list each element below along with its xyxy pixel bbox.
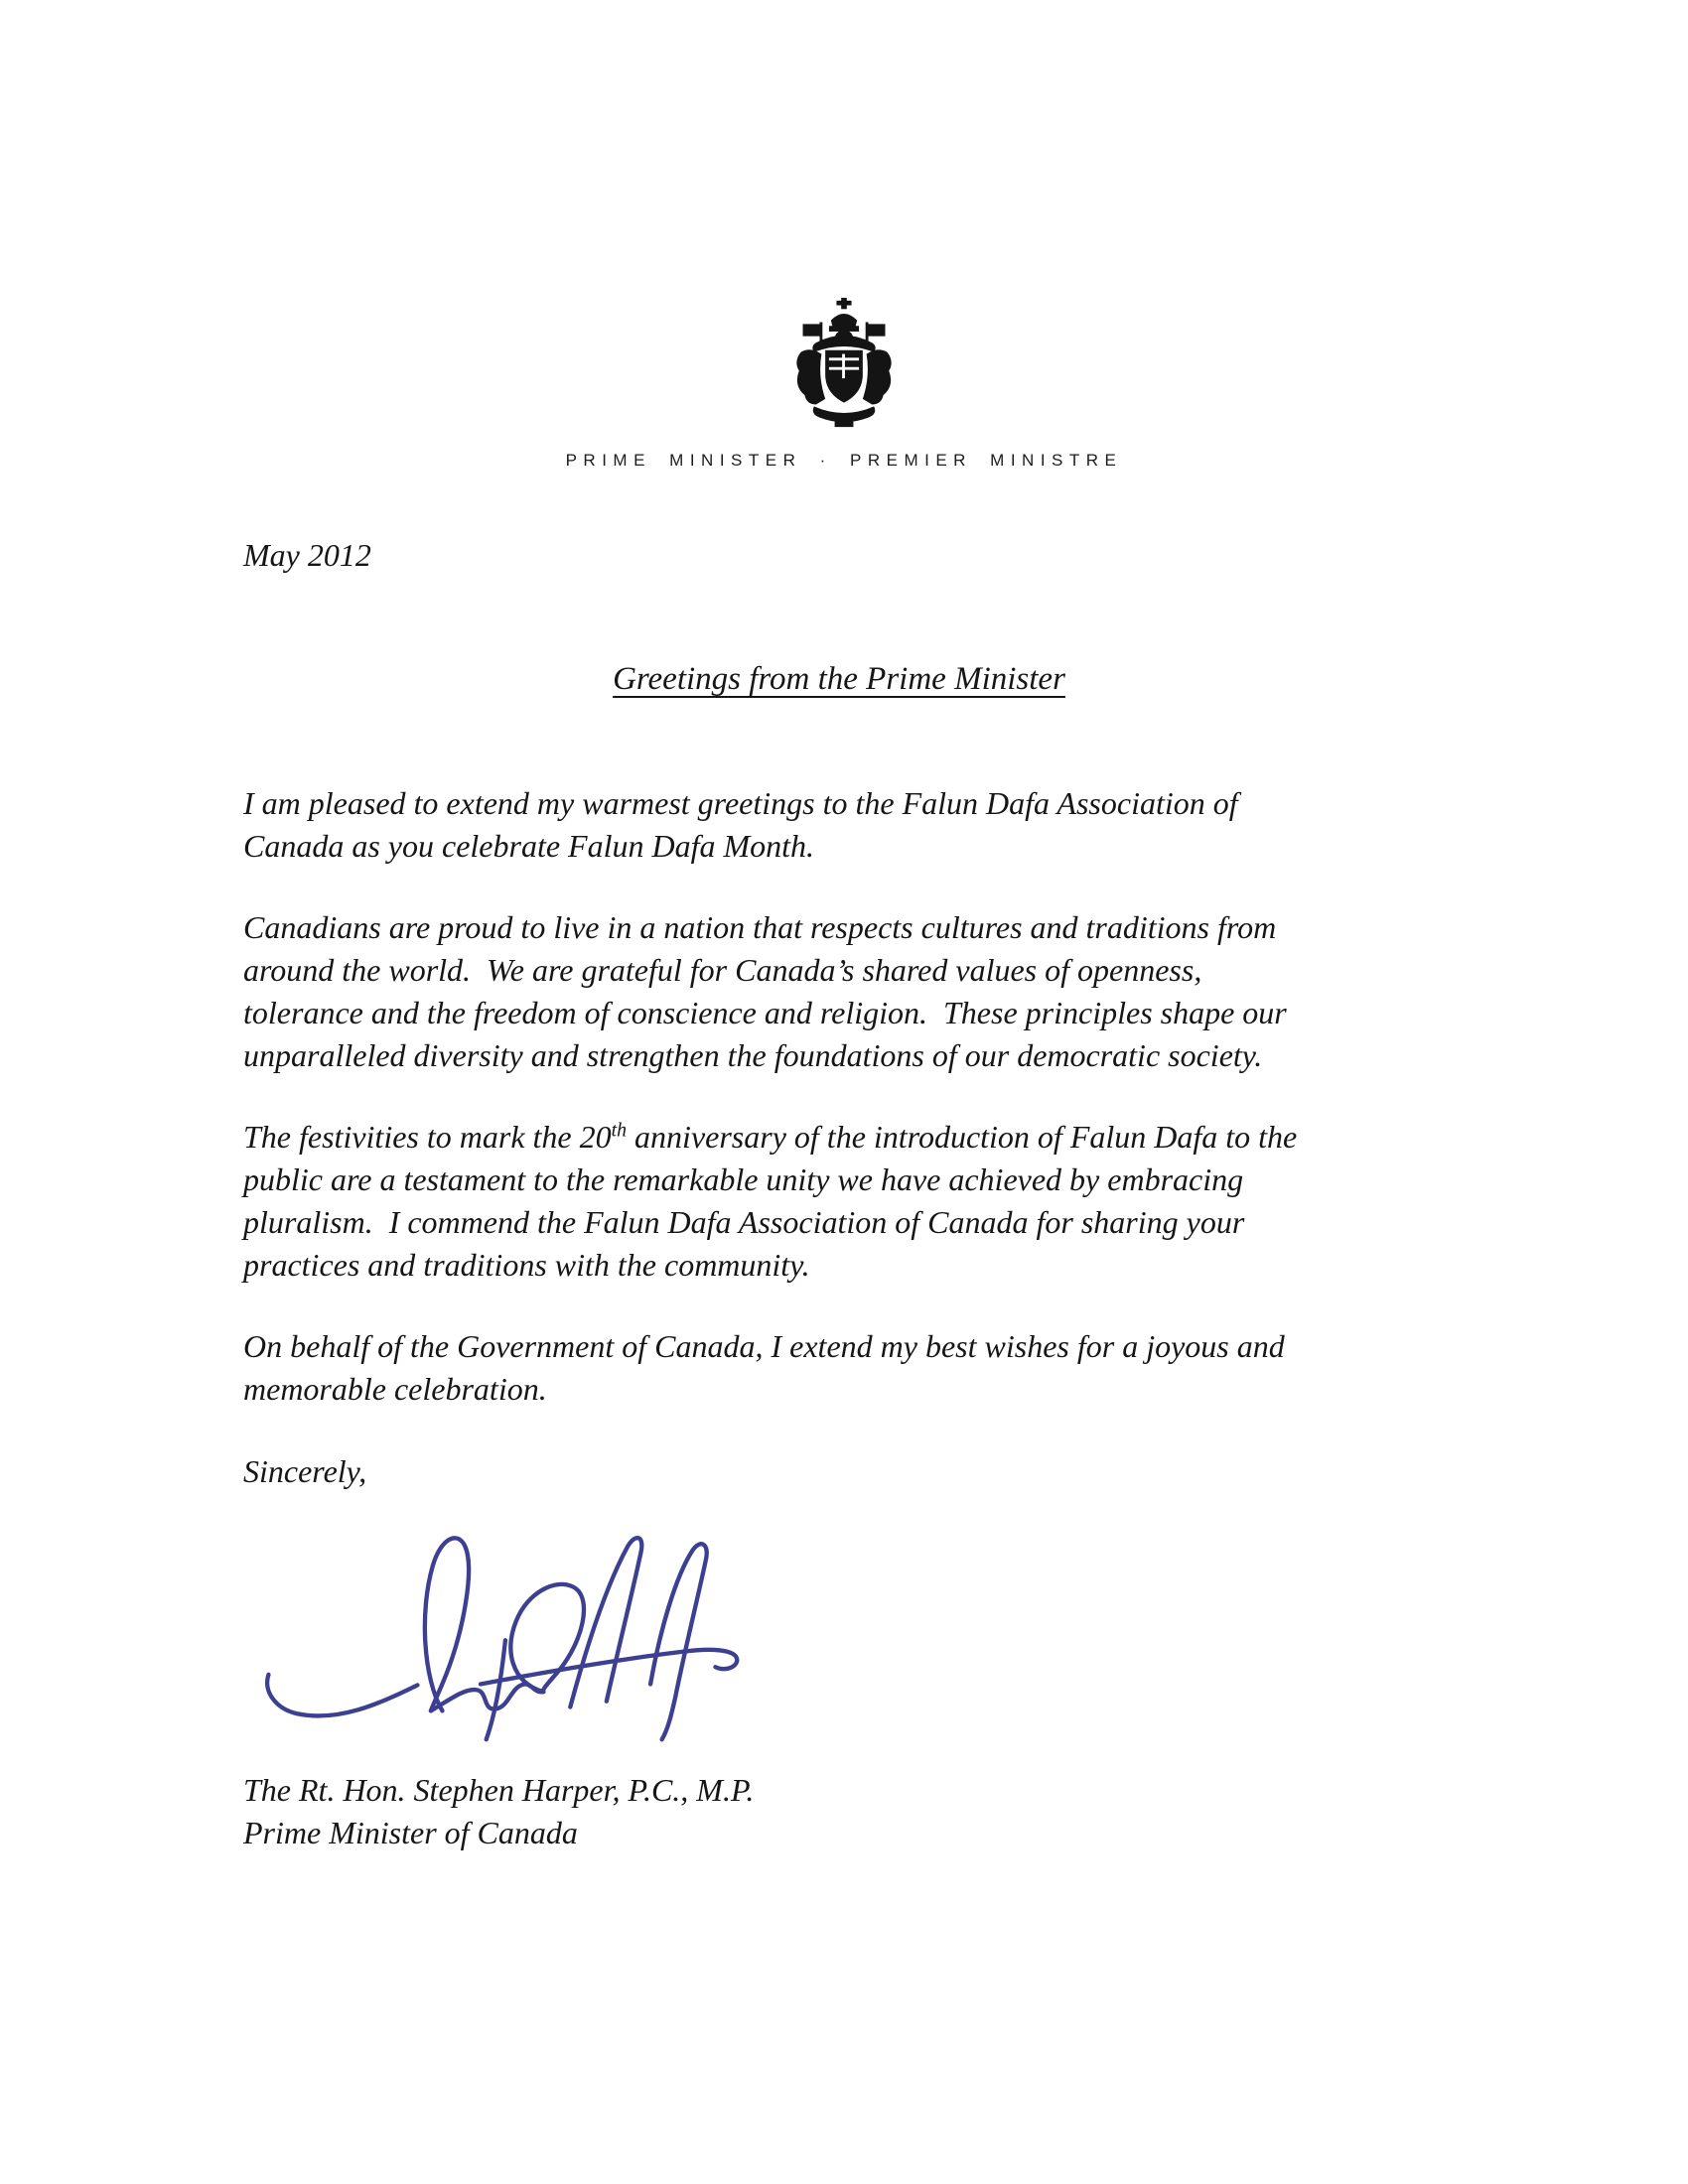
paragraph-line: around the world. We are grateful for Canada’s shared values of openness, [243,952,1202,988]
paragraph-line: tolerance and the freedom of conscience and religion. These principles shape our [243,995,1287,1030]
paragraph-line: unparalleled diversity and strengthen the foundations of our democratic society. [243,1037,1263,1073]
paragraph-line: memorable celebration. [243,1371,547,1407]
letterhead [0,0,1688,471]
paragraph-line: On behalf of the Government of Canada, I extend my best wishes for a joyous and [243,1328,1285,1364]
paragraph-festivities [243,1116,1494,1287]
paragraph-wishes [243,1325,1494,1411]
letter-date: May 2012 [243,537,371,573]
canada-coat-of-arms-icon [785,298,903,429]
line-text: The festivities to mark the 20 [243,1119,612,1155]
letterhead-title: PRIME MINISTER · PREMIER MINISTRE [565,451,1123,470]
letter-body [243,534,1494,1854]
paragraph-line: public are a testament to the remarkable unity we have achieved by embracing [243,1161,1244,1197]
paragraph-values [243,906,1494,1077]
letter-title: Greetings from the Prime Minister [613,661,1065,697]
line-text: anniversary of the introduction of Falun Dafa to the [627,1119,1298,1155]
superscript-th: th [611,1119,628,1142]
paragraph-line: pluralism. I commend the Falun Dafa Association of Canada for sharing your [243,1204,1245,1240]
paragraph-line: Canada as you celebrate Falun Dafa Month. [243,828,815,864]
signer-title: Prime Minister of Canada [243,1815,578,1850]
paragraph-line [243,1116,1494,1159]
signer-name: The Rt. Hon. Stephen Harper, P.C., M.P. [243,1772,755,1808]
paragraph-line: practices and traditions with the community. [243,1247,810,1283]
closing-salutation: Sincerely, [243,1453,367,1489]
handwritten-signature [255,1497,752,1745]
paragraph-greeting [243,782,1494,868]
paragraph-line: I am pleased to extend my warmest greetings to the Falun Dafa Association of [243,785,1238,821]
signature-block [243,1769,1494,1854]
paragraph-line: Canadians are proud to live in a nation that respects cultures and traditions from [243,909,1277,945]
